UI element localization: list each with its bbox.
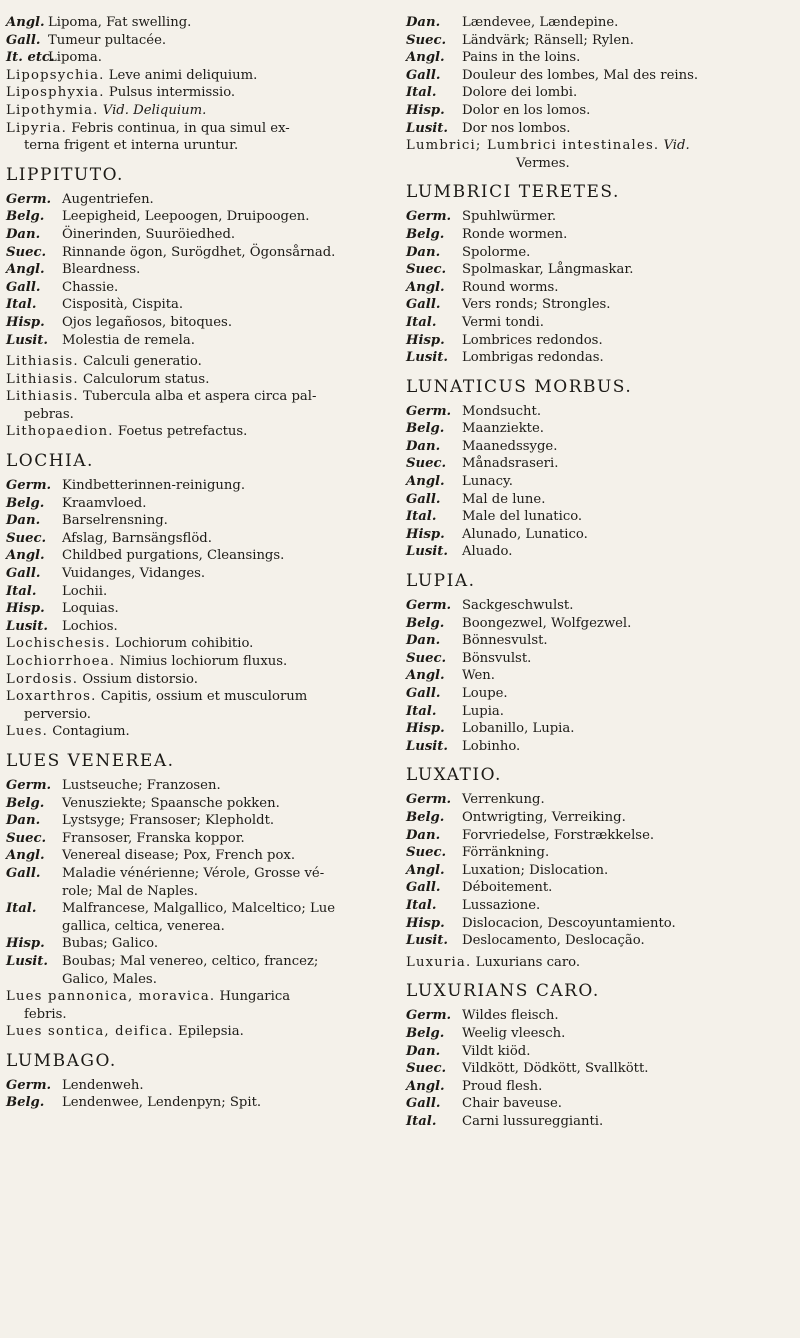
translation-text: Lystsyge; Fransoser; Klepholdt.: [62, 813, 275, 829]
definition-line: Lipyria. Febris continua, in qua simul ex-: [6, 120, 290, 136]
translation-text: Deslocamento, Deslocação.: [462, 933, 645, 949]
definition-line: Luxuria. Luxurians caro.: [406, 954, 581, 970]
language-label: Ital.: [6, 583, 37, 599]
translation-text: Chair baveuse.: [462, 1096, 562, 1112]
translation-text: Kraamvloed.: [62, 495, 147, 511]
language-label: Gall.: [406, 491, 441, 507]
translation-text: Round worms.: [462, 279, 559, 295]
language-label: Belg.: [6, 795, 45, 811]
language-label: Ital.: [6, 297, 37, 313]
language-label: Hisp.: [406, 915, 445, 931]
language-label: Angl.: [406, 668, 445, 684]
definition-line: Lochischesis. Lochiorum cohibitio.: [6, 636, 254, 652]
definition-line: Lipopsychia. Leve animi deliquium.: [6, 67, 258, 83]
definitions-block: [6, 635, 392, 741]
translation-text: Sackgeschwulst.: [462, 598, 574, 614]
definitions-block: [6, 353, 392, 441]
language-label: Suec.: [6, 244, 47, 260]
translation-text: Luxation; Dislocation.: [462, 862, 609, 878]
translation-text: Venereal disease; Pox, French pox.: [62, 848, 296, 864]
definition-line: Lues pannonica, moravica. Hungarica: [6, 989, 291, 1005]
language-label: Angl.: [406, 50, 445, 66]
language-label: Dan.: [406, 244, 441, 260]
definition-continuation: febris.: [24, 1006, 67, 1022]
language-label: Gall.: [406, 880, 441, 896]
left-column: [6, 14, 392, 1112]
language-label: Dan.: [406, 633, 441, 649]
language-label: Angl.: [406, 474, 445, 490]
language-label: Suec.: [406, 456, 447, 472]
language-label: Belg.: [6, 209, 45, 225]
translation-text: Male del lunatico.: [462, 509, 583, 525]
language-label: Suec.: [406, 262, 447, 278]
language-label: Germ.: [406, 403, 452, 419]
translation-text: Kindbetterinnen-reinigung.: [62, 478, 246, 494]
translation-text: Wildes fleisch.: [462, 1008, 559, 1024]
section-heading: LUPIA.: [406, 571, 476, 592]
translation-list: [6, 1077, 392, 1112]
translation-text: Ländvärk; Ränsell; Rylen.: [462, 32, 634, 48]
translation-text: Spolorme.: [462, 244, 531, 260]
language-label: Angl.: [406, 1078, 445, 1094]
language-label: Gall.: [406, 686, 441, 701]
language-label: Belg.: [406, 226, 445, 242]
translation-text: Spolmaskar, Långmaskar.: [462, 262, 634, 278]
definition-line: Liposphyxia. Pulsus intermissio.: [6, 85, 236, 101]
language-label: Hisp.: [406, 102, 445, 118]
translation-text: Ontwrigting, Verreiking.: [462, 809, 626, 825]
translation-text: Afslag, Barnsängsflöd.: [62, 530, 212, 546]
language-label: Dan.: [6, 813, 41, 829]
language-label: Lusit.: [406, 120, 448, 136]
translation-text: Maladie vénérienne; Vérole, Grosse vé-: [62, 865, 325, 881]
translation-text: Loquias.: [62, 601, 119, 617]
translation-text: Lochii.: [62, 583, 108, 599]
language-label: Suec.: [6, 830, 47, 846]
translation-text: Mal de lune.: [462, 491, 546, 507]
translation-text: Bubas; Galico.: [62, 936, 159, 952]
language-label: Ital.: [6, 901, 37, 917]
translation-list: [406, 208, 796, 366]
language-label: Belg.: [406, 421, 445, 437]
definition-continuation: perversio.: [24, 706, 91, 722]
definition-line: Lithiasis. Calculi generatio.: [6, 354, 202, 370]
entry-row: Angl. Lipoma, Fat swelling.: [6, 15, 192, 30]
language-label: Germ.: [6, 777, 52, 793]
translation-text: Verrenkung.: [462, 792, 545, 808]
translation-list: [406, 597, 796, 755]
language-label: Lusit.: [6, 953, 48, 969]
translation-text: Bönnesvulst.: [462, 633, 548, 649]
right-column: [406, 14, 796, 1130]
translation-text: Rinnande ögon, Surögdhet, Ögonsårnad.: [62, 244, 336, 260]
translation-text: Lændevee, Lændepine.: [462, 15, 619, 30]
translation-text: Vers ronds; Strongles.: [462, 297, 611, 313]
language-label: Ital.: [406, 703, 437, 719]
language-label: Germ.: [406, 209, 452, 225]
translation-text: Ronde wormen.: [462, 226, 568, 242]
language-label: Hisp.: [6, 314, 45, 330]
language-label: Suec.: [406, 845, 447, 861]
translation-text: Lombrices redondos.: [462, 332, 603, 348]
translation-text: Lendenwee, Lendenpyn; Spit.: [62, 1095, 262, 1111]
language-label: Ital.: [406, 897, 437, 913]
translation-text: Lunacy.: [462, 474, 513, 490]
translation-text: Lobinho.: [462, 738, 521, 754]
translation-continuation: role; Mal de Naples.: [62, 883, 198, 899]
language-label: Ital.: [406, 85, 437, 101]
language-label: Dan.: [406, 438, 441, 454]
translation-text: Månadsraseri.: [462, 456, 559, 472]
translation-text: Lendenweh.: [62, 1077, 144, 1093]
language-label: Gall.: [406, 1096, 441, 1112]
language-label: Lusit.: [406, 738, 448, 754]
language-label: Gall.: [6, 279, 41, 295]
left-top-lines: [6, 14, 392, 67]
language-label: Belg.: [406, 809, 445, 825]
language-label: Lusit.: [406, 544, 448, 560]
language-label: Suec.: [406, 650, 447, 666]
language-label: Hisp.: [406, 332, 445, 348]
language-label: Germ.: [6, 191, 52, 207]
translation-list: [6, 777, 392, 988]
definition-line: Lues sontica, deifica. Epilepsia.: [6, 1024, 244, 1040]
translation-text: Spuhlwürmer.: [462, 209, 557, 225]
language-label: Ital.: [406, 314, 437, 330]
translation-text: Proud flesh.: [462, 1078, 543, 1094]
translation-text: Chassie.: [62, 279, 119, 295]
definition-line: Lumbrici; Lumbrici intestinales. Vid.: [406, 138, 690, 154]
translation-text: Weelig vleesch.: [462, 1025, 566, 1041]
translation-list: [6, 477, 392, 635]
section-heading: LOCHIA.: [6, 451, 94, 472]
language-label: Germ.: [406, 792, 452, 808]
translation-text: Vuidanges, Vidanges.: [62, 566, 206, 582]
translation-text: Malfrancese, Malgallico, Malceltico; Lue: [62, 901, 336, 917]
language-label: Dan.: [406, 827, 441, 843]
language-label: Hisp.: [406, 721, 445, 737]
translation-text: Molestia de remela.: [62, 332, 195, 348]
translation-text: Barselrensning.: [62, 513, 168, 529]
translation-text: Childbed purgations, Cleansings.: [62, 548, 285, 564]
translation-list: [406, 791, 796, 949]
section-heading: LIPPITUTO.: [6, 164, 124, 185]
definitions-block: [6, 67, 392, 155]
translation-text: Boongezwel, Wolfgezwel.: [462, 615, 632, 631]
language-label: Dan.: [406, 15, 441, 30]
language-label: Angl.: [6, 848, 45, 864]
language-label: Gall.: [6, 566, 41, 582]
language-label: Gall.: [6, 865, 41, 881]
entry-row: Gall. Tumeur pultacée.: [6, 32, 167, 48]
language-label: Lusit.: [406, 933, 448, 949]
definition-line: Lithiasis. Tubercula alba et aspera circa pal-: [6, 389, 317, 405]
definition-line: Lordosis. Ossium distorsio.: [6, 671, 198, 687]
translation-text: Dislocacion, Descoyuntamiento.: [462, 915, 676, 931]
translation-text: Bönsvulst.: [462, 650, 532, 666]
translation-text: Bleardness.: [62, 262, 141, 278]
translation-list: [6, 191, 392, 349]
translation-text: Fransoser, Franska koppor.: [62, 830, 245, 846]
translation-text: Pains in the loins.: [462, 50, 581, 66]
language-label: Belg.: [6, 495, 45, 511]
translation-text: Lussazione.: [462, 897, 541, 913]
translation-text: Cisposità, Cispita.: [62, 297, 184, 313]
language-label: Dan.: [6, 513, 41, 529]
translation-text: Maanedssyge.: [462, 438, 558, 454]
language-label: Lusit.: [6, 618, 48, 634]
language-label: Lusit.: [406, 350, 448, 366]
language-label: Belg.: [406, 1025, 445, 1041]
translation-text: Vildkött, Dödkött, Svallkött.: [462, 1061, 649, 1077]
translation-text: Lustseuche; Franzosen.: [62, 777, 221, 793]
language-label: Lusit.: [6, 332, 48, 348]
language-label: Germ.: [406, 598, 452, 614]
translation-text: Augentriefen.: [62, 191, 154, 207]
translation-text: Maanziekte.: [462, 421, 544, 437]
language-label: Germ.: [406, 1008, 452, 1024]
translation-list: [406, 1007, 796, 1130]
section-heading: LUMBRICI TERETES.: [406, 182, 620, 203]
entry-row: It. etc.Lipoma.: [6, 50, 102, 66]
language-label: Germ.: [6, 478, 52, 494]
translation-text: Dolor en los lomos.: [462, 102, 591, 118]
definitions-block: [6, 988, 392, 1041]
translation-text: Douleur des lombes, Mal des reins.: [462, 67, 699, 83]
definition-continuation: terna frigent et interna uruntur.: [24, 138, 239, 154]
translation-text: Förränkning.: [462, 845, 550, 861]
translation-text: Venusziekte; Spaansche pokken.: [62, 795, 280, 811]
translation-text: Lochios.: [62, 618, 118, 634]
definition-line: Lues. Contagium.: [6, 724, 130, 740]
translation-list: [406, 14, 796, 137]
language-label: Gall.: [406, 67, 441, 83]
translation-text: Déboitement.: [462, 880, 553, 896]
section-heading: LUXURIANS CARO.: [406, 981, 600, 1002]
translation-text: Leepigheid, Leepoogen, Druipoogen.: [62, 209, 310, 225]
section-heading: LUNATICUS MORBUS.: [406, 376, 633, 397]
definition-continuation: pebras.: [24, 406, 74, 422]
translation-text: Lombrigas redondas.: [462, 350, 604, 366]
translation-text: Vildt kiöd.: [462, 1043, 531, 1059]
language-label: Dan.: [406, 1043, 441, 1059]
translation-continuation: gallica, celtica, venerea.: [62, 918, 225, 934]
definition-continuation: Vermes.: [516, 155, 570, 171]
translation-text: Lobanillo, Lupia.: [462, 721, 575, 737]
section-heading: LUMBAGO.: [6, 1050, 117, 1071]
translation-text: Wen.: [462, 668, 495, 684]
language-label: Suec.: [406, 32, 447, 48]
definition-line: Loxarthros. Capitis, ossium et musculorum: [6, 689, 308, 705]
translation-text: Lupia.: [462, 703, 504, 719]
language-label: Dan.: [6, 226, 41, 242]
translation-continuation: Galico, Males.: [62, 971, 157, 987]
language-label: Angl.: [406, 279, 445, 295]
language-label: Suec.: [406, 1061, 447, 1077]
translation-text: Boubas; Mal venereo, celtico, francez;: [62, 953, 319, 969]
translation-text: Aluado.: [462, 544, 513, 560]
language-label: Ital.: [406, 509, 437, 525]
language-label: Hisp.: [6, 936, 45, 952]
language-label: Hisp.: [6, 601, 45, 617]
translation-text: Dolore dei lombi.: [462, 85, 578, 101]
language-label: Angl.: [406, 862, 445, 878]
translation-text: Vermi tondi.: [462, 314, 544, 330]
definition-line: Lithopaedion. Foetus petrefactus.: [6, 424, 248, 440]
language-label: Gall.: [406, 297, 441, 313]
language-label: Belg.: [406, 615, 445, 631]
language-label: Angl.: [6, 548, 45, 564]
language-label: Suec.: [6, 530, 47, 546]
translation-text: Mondsucht.: [462, 403, 542, 419]
translation-text: Öinerinden, Suuröiedhed.: [62, 226, 236, 242]
language-label: Hisp.: [406, 526, 445, 542]
definition-line: Lochiorrhoea. Nimius lochiorum fluxus.: [6, 654, 288, 669]
definition-line: Lipothymia. Vid. Deliquium.: [6, 102, 207, 118]
definitions-block: [406, 137, 796, 172]
language-label: Belg.: [6, 1095, 45, 1111]
translation-list: [406, 403, 796, 561]
language-label: Angl.: [6, 262, 45, 278]
translation-text: Dor nos lombos.: [462, 120, 571, 136]
translation-text: Alunado, Lunatico.: [462, 526, 588, 542]
translation-text: Carni lussureggianti.: [462, 1113, 604, 1129]
section-heading: LUXATIO.: [406, 765, 502, 786]
section-heading: LUES VENEREA.: [6, 750, 175, 771]
translation-text: Ojos legañosos, bitoques.: [62, 314, 233, 330]
language-label: Germ.: [6, 1077, 52, 1093]
translation-text: Loupe.: [462, 686, 508, 701]
translation-text: Forvriedelse, Forstrækkelse.: [462, 827, 655, 843]
language-label: Ital.: [406, 1113, 437, 1129]
definition-line: Lithiasis. Calculorum status.: [6, 371, 210, 387]
